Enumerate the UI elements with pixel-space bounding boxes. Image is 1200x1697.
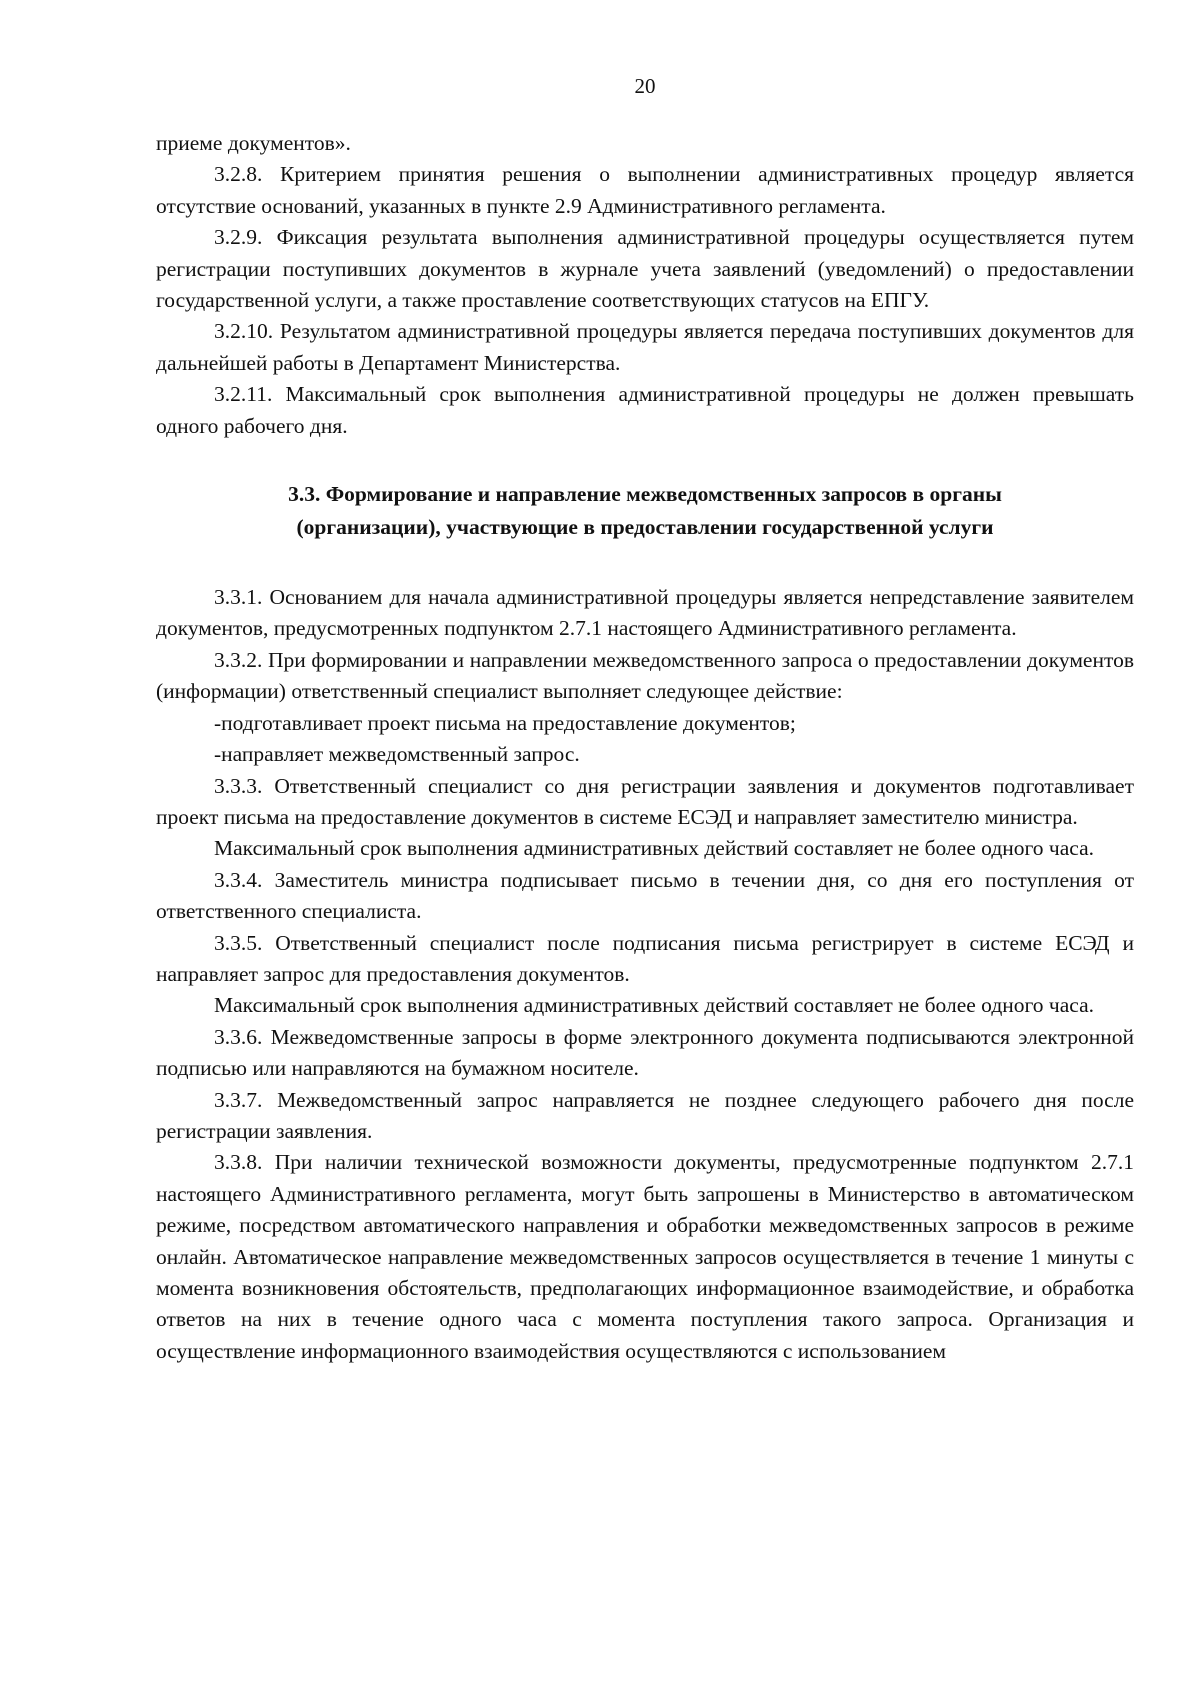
paragraph-3-3-2: 3.3.2. При формировании и направлении межведомственного запроса о предоставлении документов (информации) ответственный специалист выполняет следующее действие: [156,647,1134,704]
paragraph-3-2-9: 3.2.9. Фиксация результата выполнения административной процедуры осуществляется путем регистрации поступивших документов в журнале учета заявлений (уведомлений) о предоставлении государственной услуги, а также проставление соответствующих статусов на ЕПГУ. [156,225,1134,313]
paragraph-3-3-8: 3.3.8. При наличии технической возможности документы, предусмотренные подпунктом 2.7.1 настоящего Административного регламента, могут быть запрошены в Министерство в автоматическом режиме, посредством автоматического направления и обработки межведомственных запросов в режиме онлайн. Автоматическое направление межведомственных запросов осуществляется в течение 1 минуты с момента возникновения обстоятельств, предполагающих информационное взаимодействие, и обработка ответов на них в течение одного часа с момента поступления такого запроса. Организация и осуществление информационного взаимодействия осуществляются с использованием [156,1150,1134,1363]
paragraph-3-2-8: 3.2.8. Критерием принятия решения о выполнении административных процедур является отсутствие оснований, указанных в пункте 2.9 Административного регламента. [156,162,1134,218]
paragraph-3-3-1: 3.3.1. Основанием для начала административной процедуры является непредставление заявителем документов, предусмотренных подпунктом 2.7.1 настоящего Административного регламента. [156,585,1134,641]
paragraph-max-term-1: Максимальный срок выполнения административных действий составляет не более одного часа. [214,836,1094,861]
list-item-send-request: -направляет межведомственный запрос. [214,742,580,767]
paragraph-3-3-4: 3.3.4. Заместитель министра подписывает письмо в течении дня, со дня его поступления от ответственного специалиста. [156,867,1134,924]
page-number: 20 [634,74,656,98]
section-heading-line-2: (организации), участвующие в предоставлении государственной услуги [296,515,994,540]
section-heading-line-1: 3.3. Формирование и направление межведомственных запросов в органы [288,482,1002,507]
document-body [156,128,1134,1367]
paragraph-3-2-11: 3.2.11. Максимальный срок выполнения административной процедуры не должен превышать одного рабочего дня. [156,382,1134,438]
paragraph-3-3-5: 3.3.5. Ответственный специалист после подписания письма регистрирует в системе ЕСЭД и направляет запрос для предоставления документов. [156,930,1134,986]
paragraph-3-3-3: 3.3.3. Ответственный специалист со дня регистрации заявления и документов подготавливает проект письма на предоставление документов в системе ЕСЭД и направляет заместителю министра. [156,773,1134,829]
paragraph-continuation: приеме документов». [156,131,351,155]
paragraph-max-term-2: Максимальный срок выполнения административных действий составляет не более одного часа. [214,993,1094,1018]
paragraph-3-2-10: 3.2.10. Результатом административной процедуры является передача поступивших документов для дальнейшей работы в Департамент Министерства. [156,319,1134,375]
section-heading-3-3 [156,478,1134,544]
list-item-prepare-letter: -подготавливает проект письма на предоставление документов; [214,710,796,735]
paragraph-3-3-7: 3.3.7. Межведомственный запрос направляется не позднее следующего рабочего дня после регистрации заявления. [156,1087,1134,1143]
paragraph-3-3-6: 3.3.6. Межведомственные запросы в форме электронного документа подписываются электронной подписью или направляются на бумажном носителе. [156,1024,1134,1081]
